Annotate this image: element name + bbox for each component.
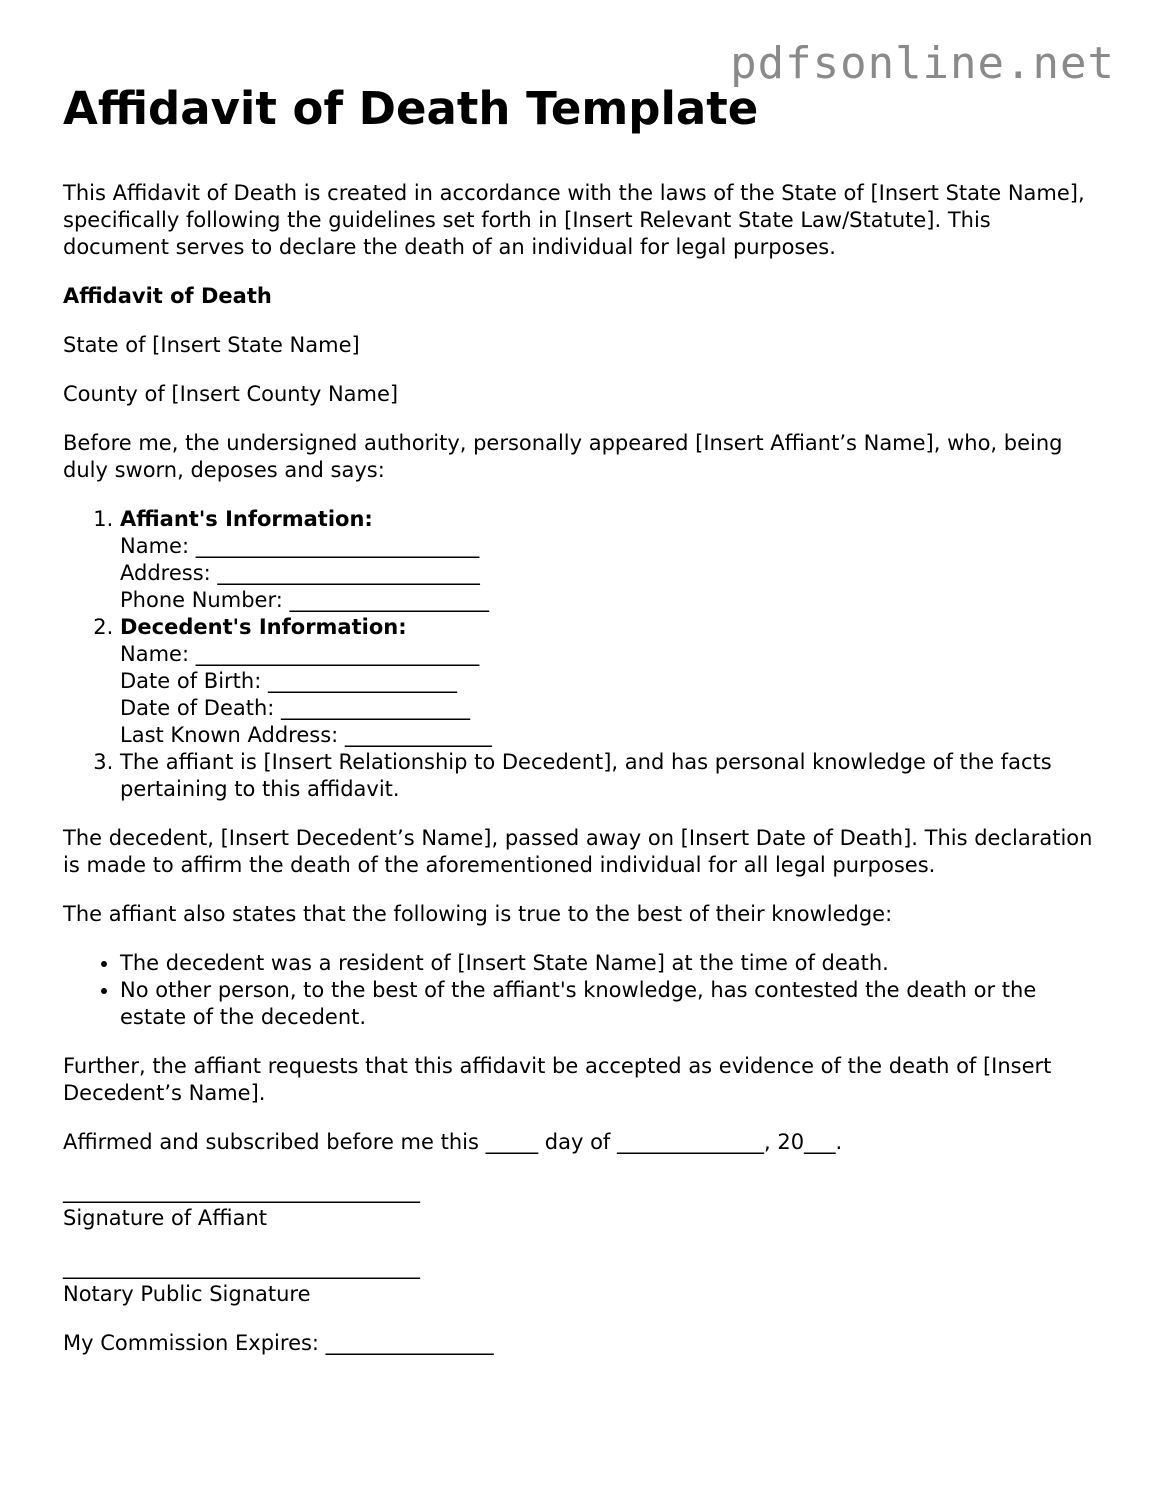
list-item-affiant [120, 506, 1093, 614]
decedent-name-field: Name: ___________________________ [120, 642, 480, 666]
decedent-dod-field: Date of Death: __________________ [120, 696, 471, 720]
page-title: Affidavit of Death Template [63, 82, 759, 135]
county-line: County of [Insert County Name] [63, 382, 399, 406]
bullet-list [63, 950, 1093, 1031]
affiant-signature-label: Signature of Affiant [63, 1206, 267, 1230]
intro-paragraph: This Affidavit of Death is created in accordance with the laws of the State of [Insert State Name], specifically following the guidelines set forth in [Insert Relevant State Law/Statute]. This document serves to declare the death of an individual for legal purposes. [63, 181, 1085, 259]
bullet-item: • No other person, to the best of the affiant's knowledge, has contested the death or the estate of the decedent. [120, 977, 1093, 1031]
commission-expires-line: My Commission Expires: ________________ [63, 1331, 494, 1355]
affiant-signature-line: __________________________________ [63, 1179, 420, 1203]
section-heading: Affidavit of Death [63, 284, 272, 308]
notary-signature-line: __________________________________ [63, 1255, 420, 1279]
watermark: pdfsonline.net [730, 38, 1115, 89]
document-page [63, 80, 1093, 1379]
states-paragraph: The affiant also states that the following is true to the best of their knowledge: [63, 902, 893, 926]
notary-signature-block [63, 1254, 1093, 1308]
affiant-name-field: Name: ___________________________ [120, 534, 480, 558]
numbered-list [63, 506, 1093, 803]
decedent-info-heading: Decedent's Information: [120, 615, 407, 639]
list-item-decedent [120, 614, 1093, 749]
list-item-relationship: 3. The affiant is [Insert Relationship to Decedent], and has personal knowledge of the facts pertaining to this affidavit. [120, 749, 1093, 803]
affiant-info-heading: Affiant's Information: [120, 507, 373, 531]
state-line: State of [Insert State Name] [63, 333, 360, 357]
further-paragraph: Further, the affiant requests that this affidavit be accepted as evidence of the death of [Insert Decedent’s Name]. [63, 1054, 1052, 1105]
decedent-paragraph: The decedent, [Insert Decedent’s Name], passed away on [Insert Date of Death]. This declaration is made to affirm the death of the aforementioned individual for all legal purposes. [63, 826, 1093, 877]
decedent-address-field: Last Known Address: ______________ [120, 723, 492, 747]
affiant-signature-block [63, 1178, 1093, 1232]
affiant-phone-field: Phone Number: ___________________ [120, 588, 489, 612]
affirmed-line: Affirmed and subscribed before me this _____ day of ______________, 20___. [63, 1130, 843, 1154]
bullet-item: • The decedent was a resident of [Insert State Name] at the time of death. [120, 950, 1093, 977]
before-me-paragraph: Before me, the undersigned authority, personally appeared [Insert Affiant’s Name], who, being duly sworn, deposes and says: [63, 431, 1063, 482]
affiant-address-field: Address: _________________________ [120, 561, 480, 585]
decedent-dob-field: Date of Birth: __________________ [120, 669, 457, 693]
notary-signature-label: Notary Public Signature [63, 1282, 311, 1306]
